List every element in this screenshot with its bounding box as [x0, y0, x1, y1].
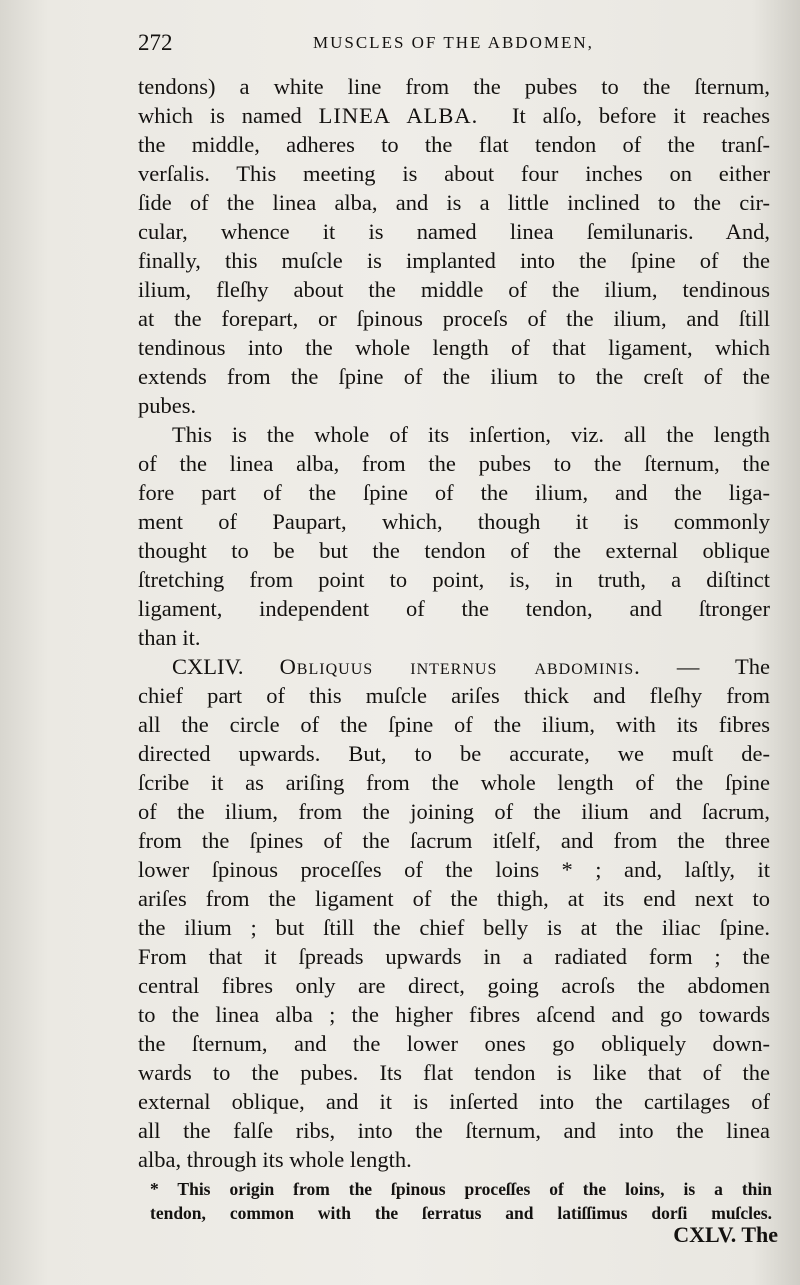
- text-line: all the circle of the ſpine of the ilium, with its fibres: [138, 712, 770, 737]
- text-line: wards to the pubes. Its flat tendon is like that of the: [138, 1060, 770, 1085]
- text-line: directed upwards. But, to be accurate, we muſt de-: [138, 741, 770, 766]
- text-line: ſcribe it as ariſing from the whole length of the ſpine: [138, 770, 770, 795]
- section-title: Obliquus internus abdominis.: [279, 654, 641, 679]
- text-line: This is the whole of its inſertion, viz. all the length: [172, 422, 770, 447]
- text-line: than it.: [138, 625, 201, 650]
- body-text: [138, 72, 770, 1174]
- section-number: CXLIV.: [172, 654, 244, 679]
- footnote: [150, 1177, 772, 1225]
- term-linea-alba: LINEA ALBA.: [318, 103, 479, 128]
- footnote-line: * This origin from the ſpinous proceſſes of the loins, is a thin: [150, 1179, 772, 1199]
- text-line: the ſternum, and the lower ones go obliquely down-: [138, 1031, 770, 1056]
- text-line: verſalis. This meeting is about four inches on either: [138, 161, 770, 186]
- text-line: from the ſpines of the ſacrum itſelf, and from the three: [138, 828, 770, 853]
- running-head: MUSCLES OF THE ABDOMEN,: [313, 33, 594, 52]
- text-line: at the forepart, or ſpinous proceſs of the ilium, and ſtill: [138, 306, 770, 331]
- text-line: of the linea alba, from the pubes to the ſternum, the: [138, 451, 770, 476]
- text-line: external oblique, and it is inſerted into the cartilages of: [138, 1089, 770, 1114]
- text-line: chief part of this muſcle ariſes thick and fleſhy from: [138, 683, 770, 708]
- text-line: alba, through its whole length.: [138, 1147, 412, 1172]
- text-line: lower ſpinous proceſſes of the loins * ; and, laſtly, it: [138, 857, 770, 882]
- text-line: pubes.: [138, 393, 197, 418]
- text-line: finally, this muſcle is implanted into the ſpine of the: [138, 248, 770, 273]
- text-line: which is named LINEA ALBA. It alſo, before it reaches: [138, 103, 771, 128]
- text-line: ſtretching from point to point, is, in truth, a diſtinct: [138, 567, 770, 592]
- text-line: ariſes from the ligament of the thigh, at its end next to: [138, 886, 770, 911]
- section-heading-line: CXLIV. Obliquus internus abdominis. — The: [172, 654, 771, 679]
- text-line: to the linea alba ; the higher fibres aſcend and go towards: [138, 1002, 770, 1027]
- text-line: ſide of the linea alba, and is a little inclined to the cir-: [138, 190, 770, 215]
- text-line: cular, whence it is named linea ſemilunaris. And,: [138, 219, 770, 244]
- text-line: the ilium ; but ſtill the chief belly is at the iliac ſpine.: [138, 915, 770, 940]
- text-line: ment of Paupart, which, though it is commonly: [138, 509, 770, 534]
- text-line: all the falſe ribs, into the ſternum, and into the linea: [138, 1118, 770, 1143]
- text-line: ligament, independent of the tendon, and ſtronger: [138, 596, 770, 621]
- text-line: tendinous into the whole length of that ligament, which: [138, 335, 770, 360]
- text-line: fore part of the ſpine of the ilium, and the liga-: [138, 480, 770, 505]
- text-line: of the ilium, from the joining of the ilium and ſacrum,: [138, 799, 770, 824]
- text-line: the middle, adheres to the flat tendon of the tranſ-: [138, 132, 770, 157]
- text-line: thought to be but the tendon of the external oblique: [138, 538, 770, 563]
- text-line: From that it ſpreads upwards in a radiated form ; the: [138, 944, 770, 969]
- catchword: CXLV. The: [673, 1222, 778, 1247]
- page-header: [138, 30, 768, 60]
- text-line: central fibres only are direct, going acroſs the abdomen: [138, 973, 770, 998]
- page-number: 272: [138, 30, 173, 55]
- text-line: extends from the ſpine of the ilium to the creſt of the: [138, 364, 770, 389]
- text-line: ilium, fleſhy about the middle of the ilium, tendinous: [138, 277, 770, 302]
- text-line: tendons) a white line from the pubes to the ſternum,: [138, 74, 770, 99]
- footnote-line: tendon, common with the ſerratus and latiſſimus dorſi muſcles.: [150, 1203, 772, 1223]
